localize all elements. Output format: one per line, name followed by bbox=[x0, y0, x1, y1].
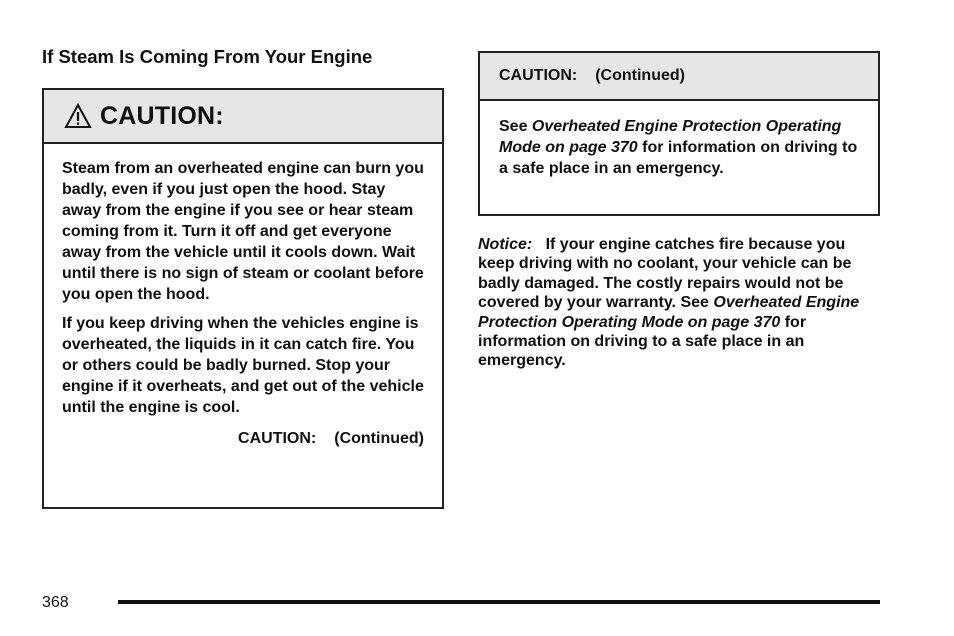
caution-title: CAUTION: bbox=[100, 101, 224, 130]
caution-paragraph-2: If you keep driving when the vehicles engine is overheated, the liquids in it can catch fire. You or others could be badly burned. Stop your engine if it overheats, and get out of the vehicle until the engine is cool. bbox=[62, 315, 424, 416]
notice-label: Notice: bbox=[478, 236, 533, 253]
warning-triangle-icon bbox=[64, 103, 92, 129]
page-number: 368 bbox=[42, 594, 69, 611]
continued-text: (Continued) bbox=[334, 430, 424, 447]
caution-box bbox=[42, 88, 444, 509]
notice-paragraph bbox=[478, 235, 880, 371]
continued-body-text: for information on driving to a safe place in an emergency. bbox=[499, 139, 858, 177]
continued-header-label: CAUTION: bbox=[499, 67, 578, 84]
footer-rule bbox=[118, 600, 880, 604]
page-reference-link[interactable]: Overheated Engine Protection Operating Mode on page 370 bbox=[499, 118, 842, 156]
caution-header bbox=[44, 90, 442, 144]
continued-label: CAUTION: bbox=[238, 430, 317, 447]
section-heading: If Steam Is Coming From Your Engine bbox=[42, 46, 373, 67]
caution-body bbox=[44, 144, 442, 449]
caution-continued-body bbox=[480, 101, 878, 179]
caution-paragraph-1: Steam from an overheated engine can burn you badly, even if you just open the hood. Stay away from the engine if you see or hear steam coming from it. Turn it off and get everyone away from the vehicle until it cools down. Wait until there is no sign of steam or coolant before you open the hood. bbox=[62, 160, 424, 303]
see-text: See bbox=[499, 118, 528, 135]
caution-continued-header bbox=[480, 53, 878, 101]
caution-continued-box bbox=[478, 51, 880, 216]
continued-header-text: (Continued) bbox=[595, 67, 685, 84]
notice-text-1: If your engine catches fire because you keep driving with no coolant, your vehicle can be badly damaged. The costly repairs would not be covered by your warranty. See bbox=[478, 236, 852, 312]
notice-text-2: for information on driving to a safe place in an emergency. bbox=[478, 313, 807, 370]
notice-reference-link[interactable]: Overheated Engine Protection Operating Mode on page 370 bbox=[478, 294, 860, 331]
caution-continued-note bbox=[62, 428, 424, 449]
